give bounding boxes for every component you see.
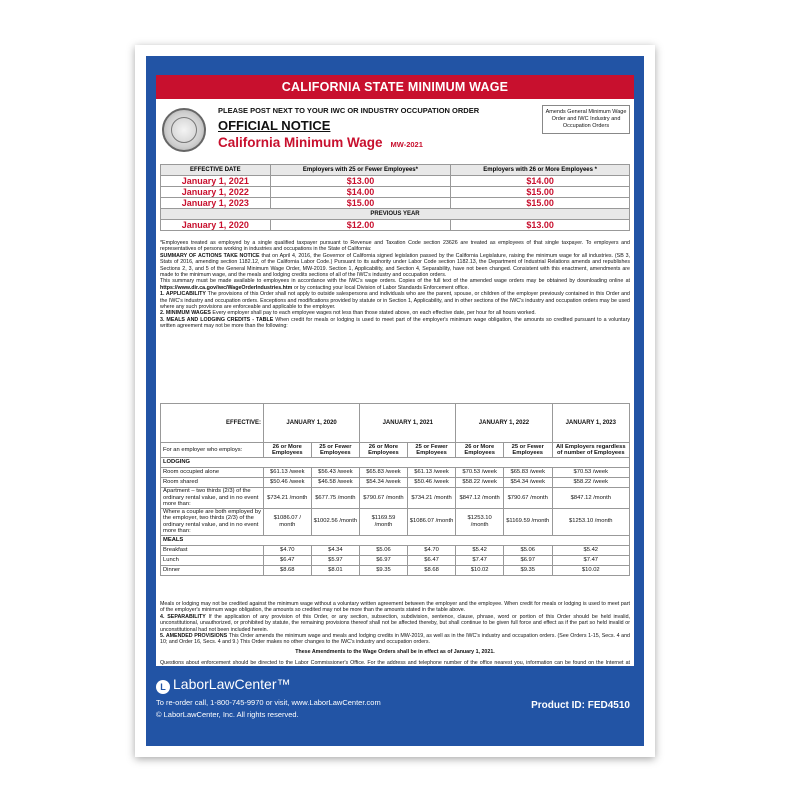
order-code: MW-2021: [390, 140, 423, 149]
rates-fewer: $15.00: [270, 198, 451, 209]
rates-row: [161, 187, 630, 198]
poster-footer: [156, 668, 634, 740]
contact-paragraph: Questions about enforcement should be directed to the Labor Commissioner's Office. For the address and telephone number of the office nearest you, information can be found on the Internet at: [160, 660, 630, 666]
cell: $6.47: [264, 555, 312, 565]
cell: $46.58 /week: [311, 478, 360, 488]
table-row: [161, 468, 630, 478]
cell: $1002.56 /month: [311, 508, 360, 535]
cell: $847.12 /month: [552, 488, 629, 509]
cell: $58.22 /week: [552, 478, 629, 488]
state-seal-icon: [162, 108, 206, 152]
cell: $58.22 /week: [456, 478, 504, 488]
amended-provisions-lead: 5. AMENDED PROVISIONS: [160, 633, 228, 640]
minimum-wages-lead: 2. MINIMUM WAGES: [160, 310, 211, 317]
cell: $70.53 /week: [456, 468, 504, 478]
cell: $7.47: [456, 555, 504, 565]
wage-orders-link[interactable]: https://www.dir.ca.gov/iwc/WageOrderIndustries.htm: [160, 284, 293, 291]
lodging-section-row: [161, 458, 630, 468]
period-header: JANUARY 1, 2020: [264, 404, 360, 443]
applicability-paragraph: [160, 291, 630, 310]
cell: $7.47: [552, 555, 629, 565]
cell: $10.02: [456, 565, 504, 575]
employer-label: For an employer who employs:: [161, 443, 264, 458]
table-row: [161, 478, 630, 488]
laborlawcenter-logo: [156, 676, 291, 694]
meals-lodging-table: [160, 403, 630, 576]
notice-header: [156, 101, 634, 163]
cell: $1086.07 /month: [407, 508, 456, 535]
row-label: Where a couple are both employed by the employer, two thirds (2/3) of the ordinary rental value, and in no event more than:: [161, 508, 264, 535]
separability-paragraph: [160, 614, 630, 633]
cell: $1086.07 / month: [264, 508, 312, 535]
rates-date: January 1, 2021: [161, 176, 271, 187]
table-row: [161, 565, 630, 575]
notice-body: [160, 240, 630, 330]
rates-more: $14.00: [451, 176, 630, 187]
cell: $54.34 /week: [360, 478, 408, 488]
meals-lodging-paragraph: [160, 317, 630, 330]
table-row: [161, 488, 630, 509]
cell: $8.68: [264, 565, 312, 575]
rates-more: $13.00: [451, 220, 630, 231]
rates-header-row: [161, 165, 630, 176]
cell: $65.83 /week: [360, 468, 408, 478]
cell: $6.97: [503, 555, 552, 565]
rates-row-previous: [161, 220, 630, 231]
rates-date: January 1, 2023: [161, 198, 271, 209]
rates-more: $15.00: [451, 187, 630, 198]
copyright: © LaborLawCenter, Inc. All rights reserved.: [156, 710, 299, 719]
poster-sheet: [135, 45, 655, 757]
amended-provisions-text: This Order amends the minimum wage and meals and lodging credits in MW-2019, as well as in the IWC's industry and occupation orders. (See Orders 1-15, Secs. 4 and 10; and Order 16, Secs. 4 and 9.) This Order makes no other changes to the IWC's industry and occupation orders.: [160, 633, 630, 646]
cell: $790.67 /month: [503, 488, 552, 509]
applicability-text: The provisions of this Order shall not apply to outside salespersons and individuals who are the parent, spouse, or children of the employer previously contained in this Order and the IWC's industry and occupation orders. Exceptions and modifications provided by statute or in Section 1, Applicability, and in other sections of the IWC's industry and occupation orders may be used where any such provisions are enforceable and applicable to the employer.: [160, 291, 630, 311]
post-instruction: PLEASE POST NEXT TO YOUR IWC OR INDUSTRY OCCUPATION ORDER: [218, 106, 480, 115]
period-header: JANUARY 1, 2021: [360, 404, 456, 443]
cell: $8.68: [407, 565, 456, 575]
poster-frame: [146, 56, 644, 746]
cell: $1253.10 /month: [552, 508, 629, 535]
cell: $61.13 /week: [264, 468, 312, 478]
cell: $1169.59 /month: [503, 508, 552, 535]
availability-text-a: This summary must be made available to employees in accordance with the IWC's wage orders. Copies of the full text of the amended wage orders may be obtained by downloading online at: [160, 278, 630, 285]
summary-lead: SUMMARY OF ACTIONS TAKE NOTICE: [160, 252, 260, 259]
cell: $9.35: [360, 565, 408, 575]
meals-section-row: [161, 535, 630, 545]
rates-fewer: $13.00: [270, 176, 451, 187]
meals-subheader-row: [161, 443, 630, 458]
product-id: Product ID: FED4510: [531, 700, 630, 711]
rates-fewer: $14.00: [270, 187, 451, 198]
sub-more: 26 or More Employees: [360, 443, 408, 458]
poster-title: CALIFORNIA STATE MINIMUM WAGE: [156, 75, 634, 99]
cell: $4.34: [311, 545, 360, 555]
row-label: Room shared: [161, 478, 264, 488]
cell: $5.06: [360, 545, 408, 555]
row-label: Room occupied alone: [161, 468, 264, 478]
row-label: Lunch: [161, 555, 264, 565]
reorder-info: To re-order call, 1-800-745-9970 or visit, www.LaborLawCenter.com: [156, 698, 381, 707]
poster-content: [156, 75, 634, 666]
cell: $4.70: [264, 545, 312, 555]
cell: $5.97: [311, 555, 360, 565]
cell: $5.42: [456, 545, 504, 555]
table-row: [161, 508, 630, 535]
cell: $6.97: [360, 555, 408, 565]
logo-text: LaborLawCenter™: [173, 676, 291, 692]
cell: $4.70: [407, 545, 456, 555]
notice-after-table: [160, 601, 630, 666]
cell: $56.43 /week: [311, 468, 360, 478]
sub-more: 26 or More Employees: [264, 443, 312, 458]
applicability-lead: 1. APPLICABILITY: [160, 291, 206, 298]
separability-lead: 4. SEPARABILITY: [160, 613, 206, 620]
separability-text: If the application of any provision of this Order, or any section, subsection, subdivision, sentence, clause, phrase, word or portion of this Order should be held invalid, unconstitutional, unauthorized, or prohibited by statute, the remaining provisions thereof shall not be affected thereby, but shall continue to be given full force and effect as if the part so held invalid or unconstitutional had not been included herein.: [160, 613, 630, 633]
period-header: JANUARY 1, 2023: [552, 404, 629, 443]
cell: $734.21 /month: [407, 488, 456, 509]
lodging-label: LODGING: [161, 458, 630, 468]
cell: $9.35: [503, 565, 552, 575]
cell: $61.13 /week: [407, 468, 456, 478]
summary-paragraph: [160, 253, 630, 279]
effective-label: EFFECTIVE:: [161, 404, 264, 443]
cell: $5.06: [503, 545, 552, 555]
sub-fewer: 25 or Fewer Employees: [503, 443, 552, 458]
meals-lodging-lead: 3. MEALS AND LODGING CREDITS - TABLE: [160, 316, 274, 323]
credit-paragraph: Meals or lodging may not be credited against the minimum wage without a voluntary written agreement between the employer and the employee. When credit for meals or lodging is used to meet part of the employer's minimum wage obligation, the amounts so credited may not be more than the amounts stated in the table above.: [160, 601, 630, 614]
availability-paragraph: [160, 278, 630, 291]
footnote-paragraph: *Employees treated as employed by a single qualified taxpayer pursuant to Revenue and Taxation Code section 23626 are treated as employees of that single taxpayer. To employers and representatives of persons working in industries and occupations in the State of California:: [160, 240, 630, 253]
table-row: [161, 545, 630, 555]
official-notice-label: OFFICIAL NOTICE: [218, 118, 331, 133]
row-label: Dinner: [161, 565, 264, 575]
minimum-wages-text: Every employer shall pay to each employee wages not less than those stated above, on each effective date, per hour for all hours worked.: [212, 310, 536, 317]
row-label: Breakfast: [161, 545, 264, 555]
cell: $70.53 /week: [552, 468, 629, 478]
cell: $847.12 /month: [456, 488, 504, 509]
meals-label: MEALS: [161, 535, 630, 545]
wage-title-text: California Minimum Wage: [218, 135, 383, 150]
amends-box: Amends General Minimum Wage Order and IWC Industry and Occupation Orders: [542, 105, 630, 134]
rates-date: January 1, 2020: [161, 220, 271, 231]
period-header: JANUARY 1, 2022: [456, 404, 552, 443]
rates-date: January 1, 2022: [161, 187, 271, 198]
rates-header-fewer: Employers with 25 or Fewer Employees*: [270, 165, 451, 176]
sub-fewer: 25 or Fewer Employees: [407, 443, 456, 458]
cell: $790.67 /month: [360, 488, 408, 509]
rates-row: [161, 198, 630, 209]
previous-year-label: PREVIOUS YEAR: [161, 209, 630, 220]
wage-title: [218, 135, 423, 150]
cell: $50.46 /week: [264, 478, 312, 488]
rates-more: $15.00: [451, 198, 630, 209]
cell: $677.75 /month: [311, 488, 360, 509]
cell: $734.21 /month: [264, 488, 312, 509]
cell: $50.46 /week: [407, 478, 456, 488]
cell: $65.83 /week: [503, 468, 552, 478]
effective-statement: These Amendments to the Wage Orders shall be in effect as of January 1, 2021.: [295, 648, 495, 655]
sub-more: 26 or More Employees: [456, 443, 504, 458]
rates-fewer: $12.00: [270, 220, 451, 231]
cell: $1169.59 /month: [360, 508, 408, 535]
rates-row: [161, 176, 630, 187]
previous-year-row: [161, 209, 630, 220]
cell: $54.34 /week: [503, 478, 552, 488]
cell: $6.47: [407, 555, 456, 565]
cell: $10.02: [552, 565, 629, 575]
sub-fewer: 25 or Fewer Employees: [311, 443, 360, 458]
rates-header-date: EFFECTIVE DATE: [161, 165, 271, 176]
logo-icon: L: [156, 680, 170, 694]
rates-table: [160, 164, 630, 231]
cell: $5.42: [552, 545, 629, 555]
meals-lodging-text: When credit for meals or lodging is used to meet part of the employer's minimum wage obligation, the amounts so credited pursuant to a voluntary written agreement may not be more than the following:: [160, 316, 631, 330]
rates-header-more: Employers with 26 or More Employees *: [451, 165, 630, 176]
row-label: Apartment – two thirds (2/3) of the ordinary rental value, and in no event more than:: [161, 488, 264, 509]
amended-provisions-paragraph: [160, 633, 630, 646]
sub-all: All Employers regardless of number of Employees: [552, 443, 629, 458]
meals-effective-row: [161, 404, 630, 443]
availability-text-b: or by contacting your local Division of Labor Standards Enforcement office.: [293, 284, 469, 291]
summary-text: that on April 4, 2016, the Governor of California signed legislation passed by the California Legislature, raising the minimum wage for all industries. (SB 3, Stats of 2016, amending section 1182.12, of the California Labor Code.) Pursuant to its authority under Labor Code section 1182.13, the Department of Industrial Relations amends and republishes Sections 2, 3, and 5 of the General Minimum Wage Order, MW-2019. Section 1, Applicability, and Section 4, Separability, have not been changed. Consistent with this enactment, amendments are made to the minimum wage, and the meals and lodging credits sections of all of the IWC's industry and occupation orders.: [160, 252, 631, 279]
cell: $1253.10 /month: [456, 508, 504, 535]
cell: $8.01: [311, 565, 360, 575]
table-row: [161, 555, 630, 565]
